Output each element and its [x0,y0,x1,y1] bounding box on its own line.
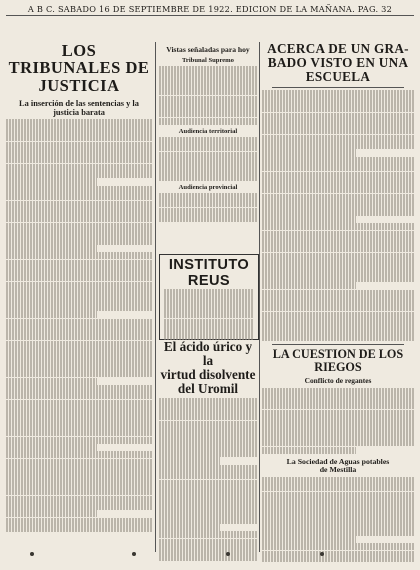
text-line [262,447,356,454]
text-line [262,477,414,484]
text-line [6,134,152,141]
text-line [262,395,414,402]
grabado-rule [272,87,404,88]
grabado-title-line3: ESCUELA [305,68,371,84]
text-line [262,223,414,230]
text-line [159,472,257,479]
text-line [159,509,257,516]
text-line [262,201,414,208]
text-line [6,466,152,473]
footer-dot [132,552,136,556]
text-line [6,341,152,348]
text-line [6,296,152,303]
text-line [6,407,152,414]
text-line [6,503,152,510]
text-line [6,237,152,244]
text-line [262,536,356,543]
text-line [262,275,414,282]
text-line [6,488,152,495]
riegos-rule [272,344,404,345]
text-line [164,304,254,311]
column-vistas [159,42,257,250]
text-line [164,311,254,318]
text-line [6,385,152,392]
text-line [262,231,414,238]
riegos-title-line1: LA CUESTION DE LOS [272,346,404,361]
text-line [262,172,414,179]
text-line [262,245,414,252]
supremo-body [159,66,257,125]
text-line [262,186,414,193]
text-line [159,553,257,560]
text-line [262,551,414,558]
text-line [262,319,414,326]
riegos-title-line2: RIEGOS [314,359,362,374]
tribunales-title-line2: JUSTICIA [38,75,120,95]
text-line [262,216,356,223]
text-line [6,333,152,340]
text-line [6,392,152,399]
text-line [262,238,414,245]
text-line [6,444,97,451]
text-line [6,289,152,296]
text-line [6,311,97,318]
text-line [262,90,414,97]
text-line [6,510,97,517]
grabado-title-line1: ACERCA DE UN GRA- [267,42,409,56]
mestilla-body [262,477,414,562]
text-line [159,421,257,428]
text-line [262,157,414,164]
text-line [6,525,152,532]
footer-dot [320,552,324,556]
text-line [262,208,414,215]
text-line [262,410,414,417]
text-line [159,465,257,472]
text-line [262,260,414,267]
text-line [6,414,152,421]
text-line [262,113,414,120]
text-line [6,252,152,259]
text-line [6,473,152,480]
footer-dot [226,552,230,556]
text-line [262,127,414,134]
text-line [6,201,152,208]
text-line [6,319,152,326]
text-line [159,200,257,207]
text-line [6,193,152,200]
text-line [262,120,414,127]
supremo-head: Tribunal Supremo [182,57,234,64]
text-line [262,304,414,311]
footer-dot [30,552,34,556]
text-line [159,480,257,487]
text-line [6,223,152,230]
provincial-body [159,193,257,222]
text-line [262,135,414,142]
tribunales-title [6,42,152,94]
vistas-head: Vistas señaladas para hoy [166,45,250,54]
text-line [159,539,257,546]
column-rule-2 [259,42,260,552]
text-line [159,516,257,523]
text-line [6,304,152,311]
text-line [262,439,414,446]
text-line [262,149,356,156]
text-line [262,543,414,550]
mestilla-head [262,458,414,475]
text-line [6,282,152,289]
ad-brand: INSTITUTO REUS [168,257,250,289]
text-line [159,193,257,200]
text-line [159,144,257,151]
text-line [159,487,257,494]
uromil-body [159,398,257,560]
text-line [262,253,414,260]
text-line [262,492,414,499]
text-line [159,428,257,435]
text-line [262,98,414,105]
text-line [262,297,414,304]
text-line [159,450,257,457]
text-line [262,506,414,513]
running-head: A B C. SABADO 16 DE SEPTIEMBRE DE 1922. EDICION DE LA MAÑANA. PAG. 32 [27,4,393,14]
grabado-title [262,42,414,84]
text-line [6,496,152,503]
text-line [262,558,414,562]
text-line [6,230,152,237]
text-line [6,370,152,377]
text-line [159,443,257,450]
text-line [262,432,414,439]
text-line [159,546,257,553]
text-line [262,521,414,528]
text-line [6,208,152,215]
text-line [164,289,254,296]
text-line [262,388,414,395]
text-line [262,334,414,341]
text-line [159,81,257,88]
text-line [164,319,254,326]
text-line [262,514,414,521]
uromil-title-line3: del Uromil [177,380,239,396]
text-line [159,96,257,103]
text-line [159,73,257,80]
text-line [159,118,257,125]
text-line [159,494,257,501]
text-line [6,245,97,252]
uromil-article [159,340,257,565]
text-line [164,326,254,333]
text-line [159,398,257,405]
text-line [262,290,414,297]
text-line [262,326,414,333]
text-line [159,152,257,159]
text-line [159,66,257,73]
text-line [159,215,257,222]
text-line [6,260,152,267]
text-line [262,142,414,149]
grabado-title-line2: BADO VISTO EN UNA [267,54,409,70]
tribunales-title-line1: LOS TRIBUNALES DE [8,42,150,78]
text-line [6,186,152,193]
text-line [6,363,152,370]
text-line [6,429,152,436]
column-rule-1 [155,42,156,552]
instituto-reus-ad [159,254,259,340]
text-line [159,110,257,117]
text-line [6,348,152,355]
text-line [6,142,152,149]
column-grabado [262,42,414,562]
text-line [159,435,257,442]
text-line [6,518,152,525]
text-line [262,105,414,112]
text-line [262,179,414,186]
text-line [262,417,414,424]
text-line [262,484,414,491]
text-line [6,164,152,171]
text-line [159,531,257,538]
text-line [6,156,152,163]
text-line [6,127,152,134]
text-line [262,312,414,319]
uromil-title-line2: virtud disolvente [160,366,256,382]
text-line [159,88,257,95]
text-line [6,326,152,333]
conflicto-head: Conflicto de regantes [304,376,372,386]
text-line [159,166,257,173]
top-rule [6,15,414,16]
text-line [262,499,414,506]
text-line [6,215,152,222]
ad-body [164,289,254,340]
text-line [159,502,257,509]
text-line [164,296,254,303]
grabado-body [262,90,414,341]
text-line [262,424,414,431]
text-line [6,481,152,488]
conflicto-body [262,388,414,454]
text-line [6,267,152,274]
mestilla-head-line1: La Sociedad de Aguas potables [286,456,390,466]
text-line [159,174,257,181]
text-line [6,437,152,444]
text-line [159,457,220,464]
tribunales-subtitle: La inserción de las sentencias y la justicia barata [19,98,139,118]
text-line [262,402,414,409]
text-line [159,413,257,420]
text-line [159,406,257,413]
territorial-head: Audiencia territorial [178,127,238,135]
text-line [262,528,414,535]
text-line [159,103,257,110]
text-line [159,208,257,215]
tribunales-body [6,119,152,532]
text-line [6,178,97,185]
uromil-title-line1: El ácido úrico y la [163,340,253,368]
text-line [159,524,220,531]
mestilla-head-line2: de Mestilla [319,465,357,475]
text-line [262,282,356,289]
text-line [6,451,152,458]
uromil-title [159,340,257,395]
text-line [159,159,257,166]
text-line [159,137,257,144]
text-line [6,422,152,429]
text-line [6,400,152,407]
text-line [6,355,152,362]
text-line [6,459,152,466]
text-line [6,119,152,126]
text-line [262,164,414,171]
column-tribunales [6,42,152,542]
text-line [6,274,152,281]
text-line [262,267,414,274]
text-line [6,149,152,156]
text-line [262,194,414,201]
text-line [6,378,97,385]
text-line [6,171,152,178]
riegos-title [262,348,414,374]
provincial-head: Audiencia provincial [178,183,238,191]
territorial-body [159,137,257,181]
